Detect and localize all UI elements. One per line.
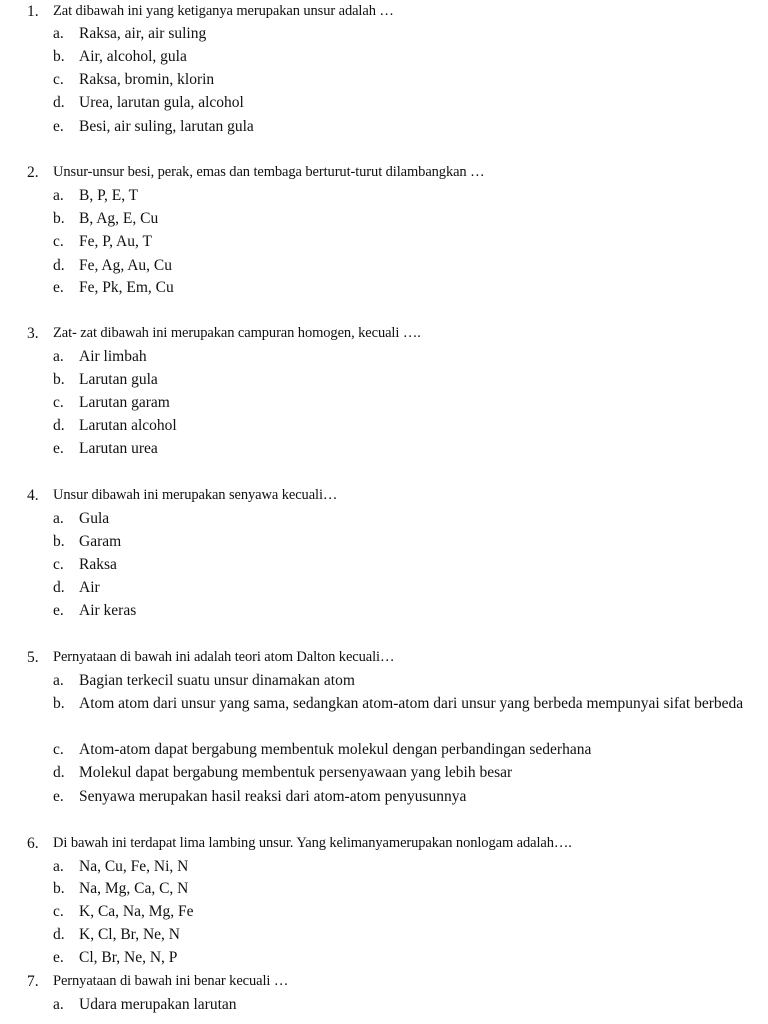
option-a [0, 669, 768, 692]
option-letter: a. [53, 858, 64, 875]
option-b [0, 692, 768, 738]
option-letter: e. [53, 949, 64, 966]
option-text: Atom atom dari unsur yang sama, sedangkan atom-atom dari unsur yang berbeda mempunyai sifat berbeda [79, 695, 744, 712]
option-d [0, 923, 768, 946]
question-text: Zat- zat dibawah ini merupakan campuran homogen, kecuali …. [53, 325, 421, 341]
option-a [0, 993, 768, 1016]
option-letter: b. [53, 210, 65, 227]
option-text: Raksa, air, air suling [79, 25, 207, 42]
option-text: Na, Mg, Ca, C, N [79, 880, 189, 897]
option-text: B, P, E, T [79, 187, 139, 204]
option-text: Larutan gula [79, 371, 158, 388]
option-text: Raksa, bromin, klorin [79, 71, 215, 88]
option-text: K, Ca, Na, Mg, Fe [79, 903, 194, 920]
option-text: Gula [79, 510, 110, 527]
option-c [0, 68, 768, 91]
option-c [0, 391, 768, 414]
option-letter: c. [53, 233, 64, 250]
option-letter: c. [53, 741, 64, 758]
option-text: Fe, Pk, Em, Cu [79, 279, 174, 296]
option-text: Larutan alcohol [79, 417, 177, 434]
option-c [0, 553, 768, 576]
option-c [0, 738, 768, 761]
option-text: B, Ag, E, Cu [79, 210, 159, 227]
option-letter: b. [53, 533, 65, 550]
option-letter: d. [53, 257, 65, 274]
option-e [0, 276, 768, 299]
option-letter: b. [53, 880, 65, 897]
option-text: Air keras [79, 602, 137, 619]
option-b [0, 877, 768, 900]
option-e [0, 599, 768, 622]
option-letter: a. [53, 510, 64, 527]
option-text: Fe, Ag, Au, Cu [79, 257, 173, 274]
option-text: Atom-atom dapat bergabung membentuk molekul dengan perbandingan sederhana [79, 741, 592, 758]
option-letter: b. [53, 695, 65, 712]
option-letter: c. [53, 903, 64, 920]
option-text: Bagian terkecil suatu unsur dinamakan atom [79, 672, 355, 689]
option-text: Na, Cu, Fe, Ni, N [79, 858, 189, 875]
option-letter: c. [53, 394, 64, 411]
option-letter: e. [53, 118, 64, 135]
option-letter: a. [53, 187, 64, 204]
option-letter: e. [53, 788, 64, 805]
option-d [0, 761, 768, 784]
option-e [0, 785, 768, 808]
option-a [0, 855, 768, 878]
option-letter: c. [53, 71, 64, 88]
option-text: Cl, Br, Ne, N, P [79, 949, 178, 966]
question-text: Di bawah ini terdapat lima lambing unsur. Yang kelimanyamerupakan nonlogam adalah…. [53, 835, 572, 851]
option-letter: d. [53, 94, 65, 111]
option-c [0, 230, 768, 253]
option-text: Raksa [79, 556, 117, 573]
option-letter: a. [53, 25, 64, 42]
question-text: Pernyataan di bawah ini benar kecuali … [53, 973, 289, 989]
option-letter: e. [53, 440, 64, 457]
option-letter: e. [53, 279, 64, 296]
option-text: Fe, P, Au, T [79, 233, 152, 250]
option-letter: b. [53, 48, 65, 65]
option-b [0, 530, 768, 553]
option-letter: d. [53, 764, 65, 781]
option-text: Air limbah [79, 348, 147, 365]
option-b [0, 368, 768, 391]
question-number: 5. [27, 649, 39, 666]
option-text: Urea, larutan gula, alcohol [79, 94, 244, 111]
option-d [0, 254, 768, 277]
option-b [0, 207, 768, 230]
question-text: Unsur dibawah ini merupakan senyawa kecuali… [53, 487, 338, 503]
option-letter: d. [53, 926, 65, 943]
question-text: Zat dibawah ini yang ketiganya merupakan unsur adalah … [53, 3, 394, 19]
option-text: Air [79, 579, 100, 596]
option-text: K, Cl, Br, Ne, N [79, 926, 180, 943]
option-e [0, 437, 768, 460]
option-letter: d. [53, 579, 65, 596]
option-letter: a. [53, 996, 64, 1013]
option-letter: e. [53, 602, 64, 619]
question-number: 1. [27, 3, 39, 20]
option-letter: a. [53, 348, 64, 365]
option-a [0, 507, 768, 530]
option-text: Air, alcohol, gula [79, 48, 187, 65]
question-number: 4. [27, 487, 39, 504]
option-d [0, 414, 768, 437]
option-letter: a. [53, 672, 64, 689]
question-text: Pernyataan di bawah ini adalah teori atom Dalton kecuali… [53, 649, 395, 665]
option-c [0, 900, 768, 923]
option-b [0, 45, 768, 68]
question-number: 7. [27, 973, 39, 990]
option-letter: b. [53, 371, 65, 388]
option-text: Garam [79, 533, 122, 550]
option-text: Larutan garam [79, 394, 170, 411]
option-e [0, 115, 768, 138]
option-a [0, 345, 768, 368]
option-text: Molekul dapat bergabung membentuk persenyawaan yang lebih besar [79, 764, 513, 781]
option-text: Larutan urea [79, 440, 158, 457]
option-a [0, 184, 768, 207]
option-text: Besi, air suling, larutan gula [79, 118, 254, 135]
option-d [0, 91, 768, 114]
question-number: 2. [27, 164, 39, 181]
option-text: Senyawa merupakan hasil reaksi dari atom-atom penyusunnya [79, 788, 467, 805]
option-text: Udara merupakan larutan [79, 996, 237, 1013]
option-e [0, 946, 768, 969]
option-letter: d. [53, 417, 65, 434]
question-text: Unsur-unsur besi, perak, emas dan tembaga berturut-turut dilambangkan … [53, 164, 485, 180]
option-letter: c. [53, 556, 64, 573]
option-a [0, 22, 768, 45]
question-number: 6. [27, 835, 39, 852]
option-d [0, 576, 768, 599]
question-number: 3. [27, 325, 39, 342]
